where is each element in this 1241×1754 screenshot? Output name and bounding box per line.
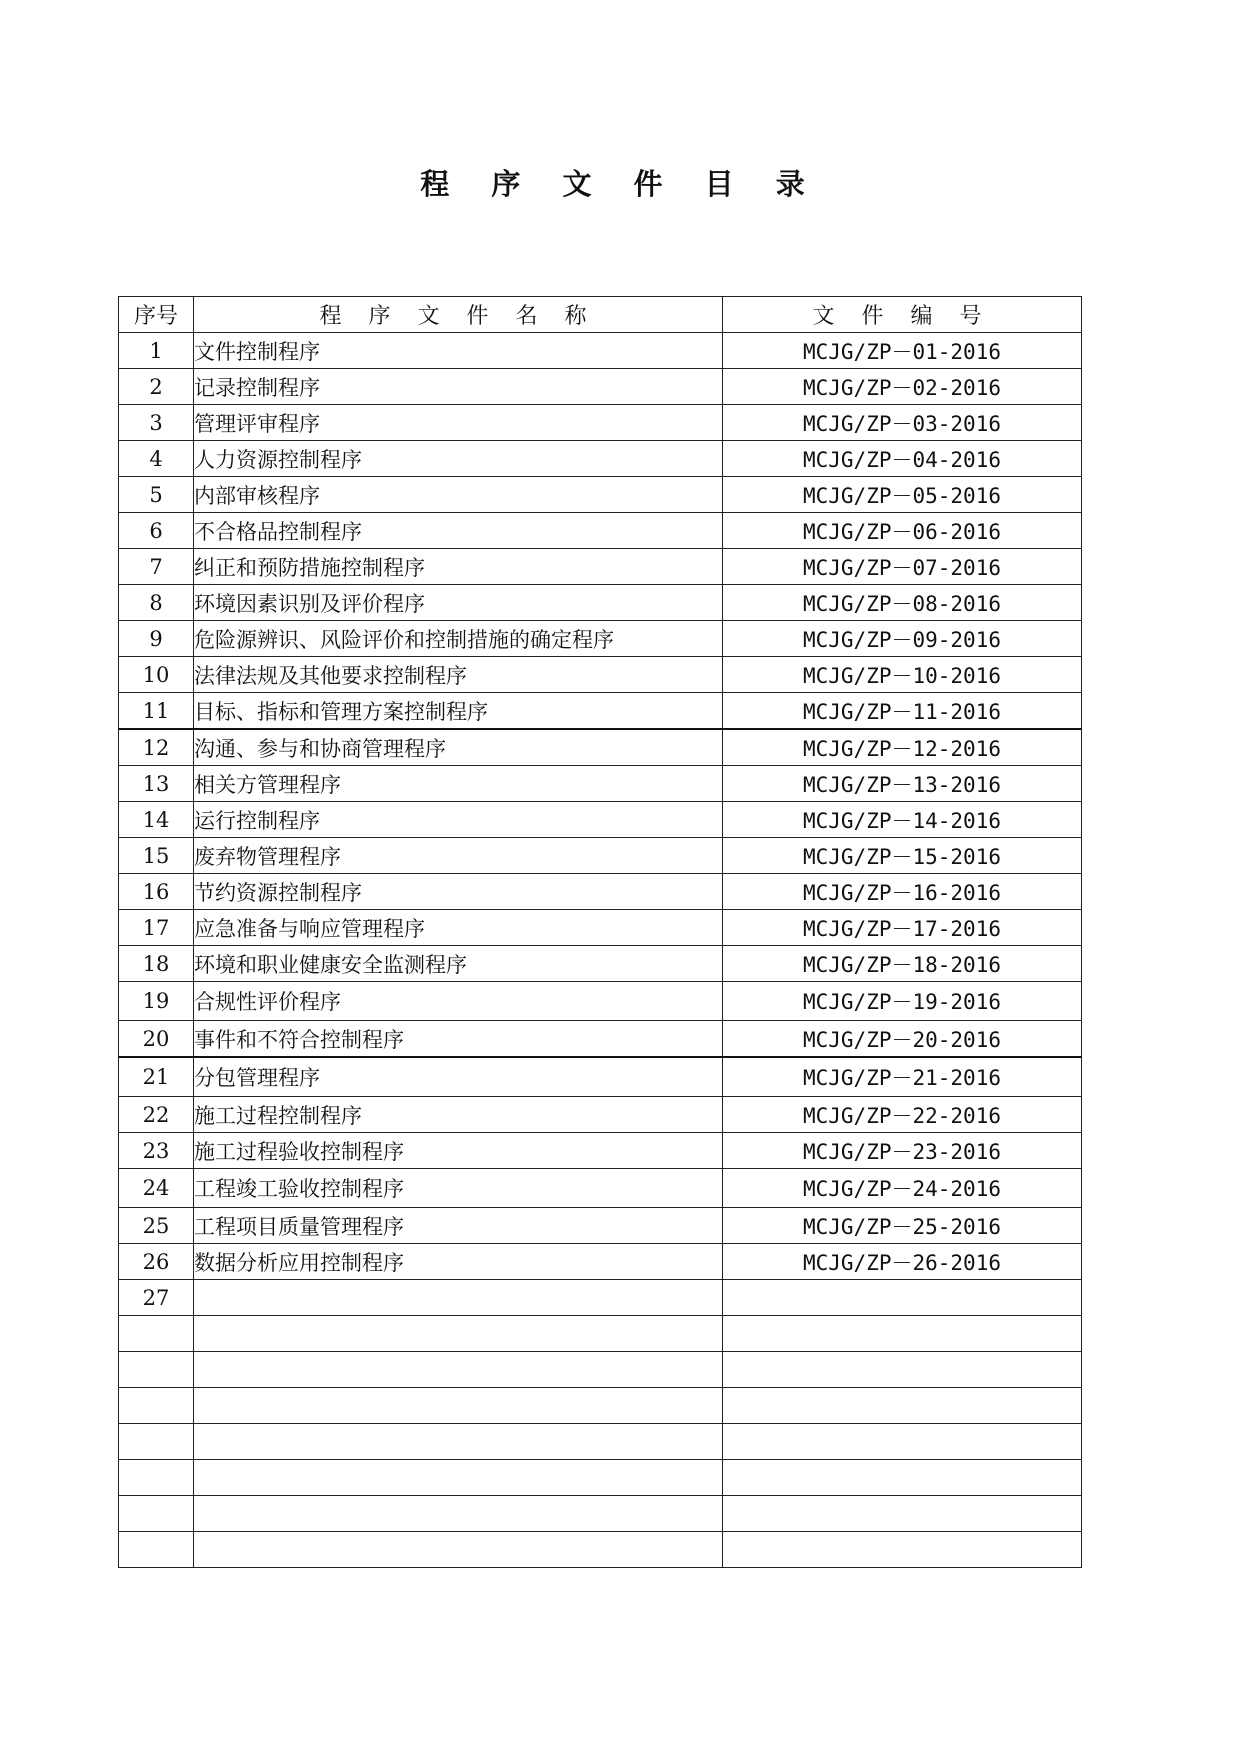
row-name: 工程项目质量管理程序 <box>194 1208 723 1244</box>
row-code <box>723 1424 1082 1460</box>
table-row-empty <box>119 1496 1082 1532</box>
table-row <box>119 513 1082 549</box>
row-name <box>194 1532 723 1568</box>
row-code <box>723 1280 1082 1316</box>
row-code: MCJG/ZP－22-2016 <box>723 1097 1082 1133</box>
header-name: 程 序 文 件 名 称 <box>194 297 723 333</box>
table-row <box>119 1021 1082 1058</box>
row-name <box>194 1280 723 1316</box>
row-seq: 8 <box>119 585 194 621</box>
table-row <box>119 405 1082 441</box>
row-seq: 7 <box>119 549 194 585</box>
row-code <box>723 1316 1082 1352</box>
row-name: 法律法规及其他要求控制程序 <box>194 657 723 693</box>
row-code: MCJG/ZP－13-2016 <box>723 766 1082 802</box>
row-code: MCJG/ZP－02-2016 <box>723 369 1082 405</box>
table-row-empty <box>119 1352 1082 1388</box>
row-seq: 2 <box>119 369 194 405</box>
table-row <box>119 333 1082 369</box>
table-row <box>119 1169 1082 1208</box>
row-seq: 18 <box>119 946 194 982</box>
table-row <box>119 693 1082 730</box>
row-code: MCJG/ZP－05-2016 <box>723 477 1082 513</box>
row-code: MCJG/ZP－15-2016 <box>723 838 1082 874</box>
row-seq: 23 <box>119 1133 194 1169</box>
row-code: MCJG/ZP－07-2016 <box>723 549 1082 585</box>
row-name: 内部审核程序 <box>194 477 723 513</box>
row-name: 废弃物管理程序 <box>194 838 723 874</box>
row-seq <box>119 1316 194 1352</box>
table-row <box>119 1057 1082 1097</box>
row-seq: 9 <box>119 621 194 657</box>
table-row <box>119 1280 1082 1316</box>
row-seq: 27 <box>119 1280 194 1316</box>
row-code: MCJG/ZP－25-2016 <box>723 1208 1082 1244</box>
row-seq <box>119 1352 194 1388</box>
table-header-row <box>119 297 1082 333</box>
table-row <box>119 1244 1082 1280</box>
row-code: MCJG/ZP－23-2016 <box>723 1133 1082 1169</box>
row-name: 工程竣工验收控制程序 <box>194 1169 723 1208</box>
row-name <box>194 1352 723 1388</box>
table-row-empty <box>119 1460 1082 1496</box>
row-name: 事件和不符合控制程序 <box>194 1021 723 1058</box>
row-name: 运行控制程序 <box>194 802 723 838</box>
row-seq: 19 <box>119 982 194 1021</box>
row-code: MCJG/ZP－16-2016 <box>723 874 1082 910</box>
header-seq: 序号 <box>119 297 194 333</box>
row-name: 环境因素识别及评价程序 <box>194 585 723 621</box>
row-seq <box>119 1424 194 1460</box>
table-row <box>119 477 1082 513</box>
row-code: MCJG/ZP－08-2016 <box>723 585 1082 621</box>
row-seq: 22 <box>119 1097 194 1133</box>
row-code: MCJG/ZP－12-2016 <box>723 729 1082 766</box>
row-name: 不合格品控制程序 <box>194 513 723 549</box>
row-name: 合规性评价程序 <box>194 982 723 1021</box>
row-seq: 16 <box>119 874 194 910</box>
table-row <box>119 766 1082 802</box>
row-name <box>194 1460 723 1496</box>
row-seq: 14 <box>119 802 194 838</box>
row-name: 施工过程验收控制程序 <box>194 1133 723 1169</box>
row-name: 环境和职业健康安全监测程序 <box>194 946 723 982</box>
table-row <box>119 621 1082 657</box>
row-code: MCJG/ZP－21-2016 <box>723 1057 1082 1097</box>
row-name <box>194 1388 723 1424</box>
table-row <box>119 1208 1082 1244</box>
row-seq <box>119 1532 194 1568</box>
table-row <box>119 982 1082 1021</box>
row-code: MCJG/ZP－01-2016 <box>723 333 1082 369</box>
table-row <box>119 1133 1082 1169</box>
row-seq: 5 <box>119 477 194 513</box>
row-seq: 12 <box>119 729 194 766</box>
row-code <box>723 1460 1082 1496</box>
row-name: 沟通、参与和协商管理程序 <box>194 729 723 766</box>
row-seq: 13 <box>119 766 194 802</box>
row-seq: 3 <box>119 405 194 441</box>
row-code: MCJG/ZP－03-2016 <box>723 405 1082 441</box>
table-row <box>119 874 1082 910</box>
row-name: 管理评审程序 <box>194 405 723 441</box>
row-code: MCJG/ZP－10-2016 <box>723 657 1082 693</box>
table-row <box>119 1097 1082 1133</box>
row-name: 相关方管理程序 <box>194 766 723 802</box>
row-code: MCJG/ZP－18-2016 <box>723 946 1082 982</box>
row-code: MCJG/ZP－17-2016 <box>723 910 1082 946</box>
table-row <box>119 549 1082 585</box>
table-row-empty <box>119 1424 1082 1460</box>
row-name: 节约资源控制程序 <box>194 874 723 910</box>
row-seq: 10 <box>119 657 194 693</box>
row-seq: 25 <box>119 1208 194 1244</box>
row-name: 记录控制程序 <box>194 369 723 405</box>
row-code: MCJG/ZP－14-2016 <box>723 802 1082 838</box>
row-code: MCJG/ZP－20-2016 <box>723 1021 1082 1058</box>
row-code <box>723 1388 1082 1424</box>
row-code <box>723 1532 1082 1568</box>
row-name: 应急准备与响应管理程序 <box>194 910 723 946</box>
table-row <box>119 802 1082 838</box>
row-code: MCJG/ZP－19-2016 <box>723 982 1082 1021</box>
header-code: 文 件 编 号 <box>723 297 1082 333</box>
table-row <box>119 838 1082 874</box>
row-seq: 26 <box>119 1244 194 1280</box>
row-name: 数据分析应用控制程序 <box>194 1244 723 1280</box>
table-row-empty <box>119 1532 1082 1568</box>
row-name: 分包管理程序 <box>194 1057 723 1097</box>
row-seq <box>119 1496 194 1532</box>
row-seq: 17 <box>119 910 194 946</box>
row-code: MCJG/ZP－04-2016 <box>723 441 1082 477</box>
row-seq <box>119 1460 194 1496</box>
row-name: 纠正和预防措施控制程序 <box>194 549 723 585</box>
row-code: MCJG/ZP－26-2016 <box>723 1244 1082 1280</box>
table-row-empty <box>119 1388 1082 1424</box>
table-row <box>119 441 1082 477</box>
row-code: MCJG/ZP－24-2016 <box>723 1169 1082 1208</box>
row-seq: 11 <box>119 693 194 730</box>
table-row <box>119 585 1082 621</box>
row-name <box>194 1316 723 1352</box>
row-seq: 15 <box>119 838 194 874</box>
table-row <box>119 946 1082 982</box>
table-row <box>119 729 1082 766</box>
row-code: MCJG/ZP－06-2016 <box>723 513 1082 549</box>
row-code <box>723 1496 1082 1532</box>
row-name: 危险源辨识、风险评价和控制措施的确定程序 <box>194 621 723 657</box>
table-row <box>119 910 1082 946</box>
table-row-empty <box>119 1316 1082 1352</box>
row-code: MCJG/ZP－11-2016 <box>723 693 1082 730</box>
procedure-document-table <box>118 296 1082 1568</box>
row-seq: 1 <box>119 333 194 369</box>
table-row <box>119 657 1082 693</box>
row-name: 目标、指标和管理方案控制程序 <box>194 693 723 730</box>
row-code <box>723 1352 1082 1388</box>
row-name: 文件控制程序 <box>194 333 723 369</box>
row-name <box>194 1424 723 1460</box>
row-name <box>194 1496 723 1532</box>
table-row <box>119 369 1082 405</box>
row-seq: 24 <box>119 1169 194 1208</box>
row-seq: 21 <box>119 1057 194 1097</box>
row-seq: 6 <box>119 513 194 549</box>
row-seq <box>119 1388 194 1424</box>
row-code: MCJG/ZP－09-2016 <box>723 621 1082 657</box>
row-seq: 20 <box>119 1021 194 1058</box>
page-title: 程 序 文 件 目 录 <box>420 167 821 201</box>
row-name: 人力资源控制程序 <box>194 441 723 477</box>
row-seq: 4 <box>119 441 194 477</box>
row-name: 施工过程控制程序 <box>194 1097 723 1133</box>
